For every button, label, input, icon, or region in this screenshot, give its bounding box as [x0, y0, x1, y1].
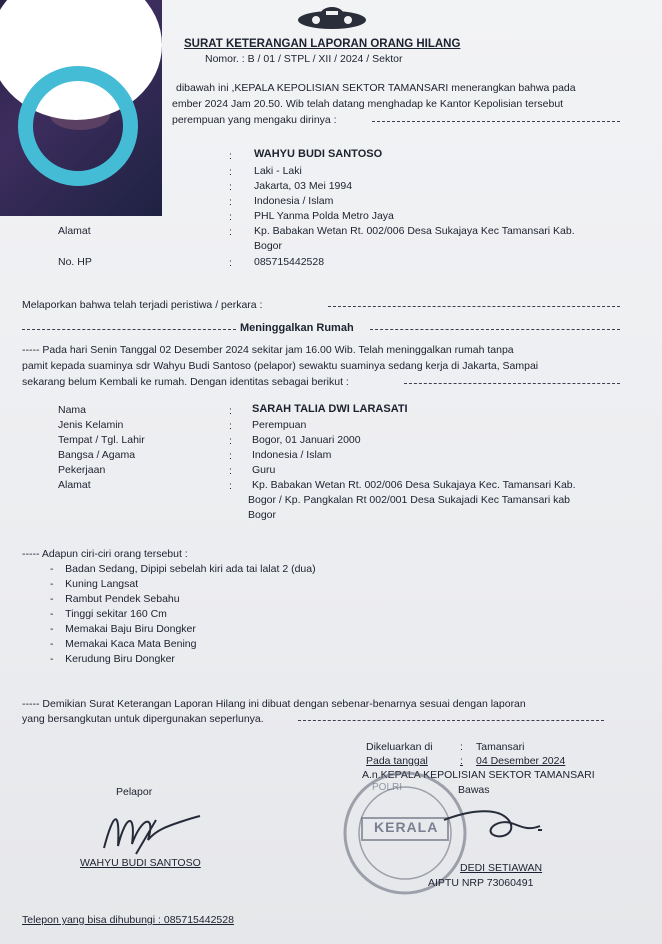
reporter-gender: Laki - Laki: [254, 165, 302, 177]
missing-address: Kp. Babakan Wetan Rt. 002/006 Desa Sukajaya Kec. Tamansari Kab.: [252, 479, 576, 491]
on-behalf-line: A.n.KEPALA KEPOLISIAN SEKTOR TAMANSARI: [362, 769, 595, 781]
redacted-photo: [0, 0, 162, 216]
officer-signature-icon: [440, 800, 550, 850]
privacy-ring: [18, 66, 138, 186]
issued-label: Dikeluarkan di: [366, 741, 433, 753]
dash-line: [372, 121, 620, 122]
reporter-name: WAHYU BUDI SANTOSO: [254, 148, 383, 160]
missing-address-cont-2: Bogor: [248, 509, 277, 521]
traits-intro: ----- Adapun ciri-ciri orang tersebut :: [22, 548, 188, 560]
reporter-job: PHL Yanma Polda Metro Jaya: [254, 210, 394, 222]
trait-text: Memakai Kaca Mata Bening: [65, 638, 197, 650]
missing-birth: Bogor, 01 Januari 2000: [252, 434, 361, 446]
missing-label: Pekerjaan: [58, 464, 106, 476]
colon: :: [229, 226, 232, 238]
reporter-address-label: Alamat: [58, 225, 91, 237]
issued-value: Tamansari: [476, 741, 525, 753]
list-item: - Memakai Kaca Mata Bening: [50, 638, 197, 650]
colon: :: [229, 420, 232, 432]
dash-line: [22, 329, 236, 330]
trait-text: Memakai Baju Biru Dongker: [65, 623, 196, 635]
missing-label: Nama: [58, 404, 87, 416]
dash-line: [370, 329, 620, 330]
missing-label: Bangsa / Agama: [58, 449, 136, 461]
dash-line: [328, 306, 620, 307]
officer-rank: AIPTU NRP 73060491: [428, 877, 534, 889]
trait-text: Tinggi sekitar 160 Cm: [65, 608, 167, 620]
missing-nation-religion: Indonesia / Islam: [252, 449, 332, 461]
dash-line: [298, 720, 604, 721]
intro-line-2: ember 2024 Jam 20.50. Wib telah datang menghadap ke Kantor Kepolisian tersebut: [172, 98, 564, 110]
missing-label: Jenis Kelamin: [58, 419, 124, 431]
document-number: Nomor. : B / 01 / STPL / XII / 2024 / Sektor: [205, 53, 403, 65]
trait-text: Rambut Pendek Sebahu: [65, 593, 180, 605]
closing-line-2: yang bersangkutan untuk dipergunakan seperlunya.: [22, 713, 264, 725]
colon: :: [460, 755, 463, 767]
list-item: - Kerudung Biru Dongker: [50, 653, 175, 665]
intro-line-1: dibawah ini ,KEPALA KEPOLISIAN SEKTOR TAMANSARI menerangkan bahwa pada: [176, 82, 576, 94]
police-emblem-icon: [296, 6, 368, 30]
colon: :: [229, 211, 232, 223]
event-title: Meninggalkan Rumah: [240, 322, 354, 334]
event-paragraph-3: sekarang belum Kembali ke rumah. Dengan identitas sebagai berikut :: [22, 376, 349, 388]
date-value: 04 Desember 2024: [476, 755, 566, 767]
closing-line-1: ----- Demikian Surat Keterangan Laporan Hilang ini dibuat dengan sebenar-benarnya sesuai dengan laporan: [22, 698, 526, 710]
reporter-signature-icon: [96, 800, 206, 860]
missing-name: SARAH TALIA DWI LARASATI: [252, 403, 408, 415]
missing-gender: Perempuan: [252, 419, 307, 431]
reporter-sign-name: WAHYU BUDI SANTOSO: [80, 857, 201, 869]
list-item: - Tinggi sekitar 160 Cm: [50, 608, 167, 620]
date-label: Pada tanggal: [366, 755, 428, 767]
list-item: - Rambut Pendek Sebahu: [50, 593, 180, 605]
missing-label: Tempat / Tgl. Lahir: [58, 434, 145, 446]
missing-label: Alamat: [58, 479, 91, 491]
officer-role: Bawas: [458, 784, 490, 796]
colon: :: [229, 435, 232, 447]
colon: :: [229, 405, 232, 417]
colon: :: [229, 257, 232, 269]
reporter-phone-label: No. HP: [58, 256, 92, 268]
dash-line: [404, 383, 620, 384]
trait-text: Kuning Langsat: [65, 578, 139, 590]
event-paragraph-2: pamit kepada suaminya sdr Wahyu Budi Santoso (pelapor) sewaktu suaminya sedang kerja di Jakarta, Sampai: [22, 360, 539, 372]
colon: :: [229, 450, 232, 462]
reporter-address: Kp. Babakan Wetan Rt. 002/006 Desa Sukajaya Kec Tamansari Kab.: [254, 225, 575, 237]
reporter-birth: Jakarta, 03 Mei 1994: [254, 180, 353, 192]
colon: :: [229, 465, 232, 477]
document-title: SURAT KETERANGAN LAPORAN ORANG HILANG: [184, 38, 461, 50]
colon: :: [229, 150, 232, 162]
footer-phone: Telepon yang bisa dihubungi : 085715442528: [22, 914, 234, 926]
missing-address-cont: Bogor / Kp. Pangkalan Rt 002/001 Desa Sukajadi Kec Tamansari kab: [248, 494, 571, 506]
list-item: - Badan Sedang, Dipipi sebelah kiri ada tai lalat 2 (dua): [50, 563, 316, 575]
colon: :: [460, 741, 463, 753]
colon: :: [229, 196, 232, 208]
trait-text: Kerudung Biru Dongker: [65, 653, 175, 665]
stamp-text: KERALA: [374, 819, 439, 835]
reporter-address-cont: Bogor: [254, 240, 283, 252]
reporter-sign-label: Pelapor: [116, 786, 153, 798]
colon: :: [229, 181, 232, 193]
reporter-phone: 085715442528: [254, 256, 325, 268]
reporter-nation-religion: Indonesia / Islam: [254, 195, 334, 207]
list-item: - Memakai Baju Biru Dongker: [50, 623, 196, 635]
missing-job: Guru: [252, 464, 276, 476]
list-item: - Kuning Langsat: [50, 578, 139, 590]
colon: :: [229, 166, 232, 178]
event-paragraph-1: ----- Pada hari Senin Tanggal 02 Desember 2024 sekitar jam 16.00 Wib. Telah meninggalkan rumah tanpa: [22, 344, 514, 356]
svg-text:POLRI: POLRI: [372, 782, 403, 793]
officer-name: DEDI SETIAWAN: [460, 862, 543, 874]
colon: :: [229, 480, 232, 492]
trait-text: Badan Sedang, Dipipi sebelah kiri ada tai lalat 2 (dua): [65, 563, 316, 575]
intro-line-3: perempuan yang mengaku dirinya :: [172, 114, 337, 126]
report-line: Melaporkan bahwa telah terjadi peristiwa / perkara :: [22, 299, 263, 311]
